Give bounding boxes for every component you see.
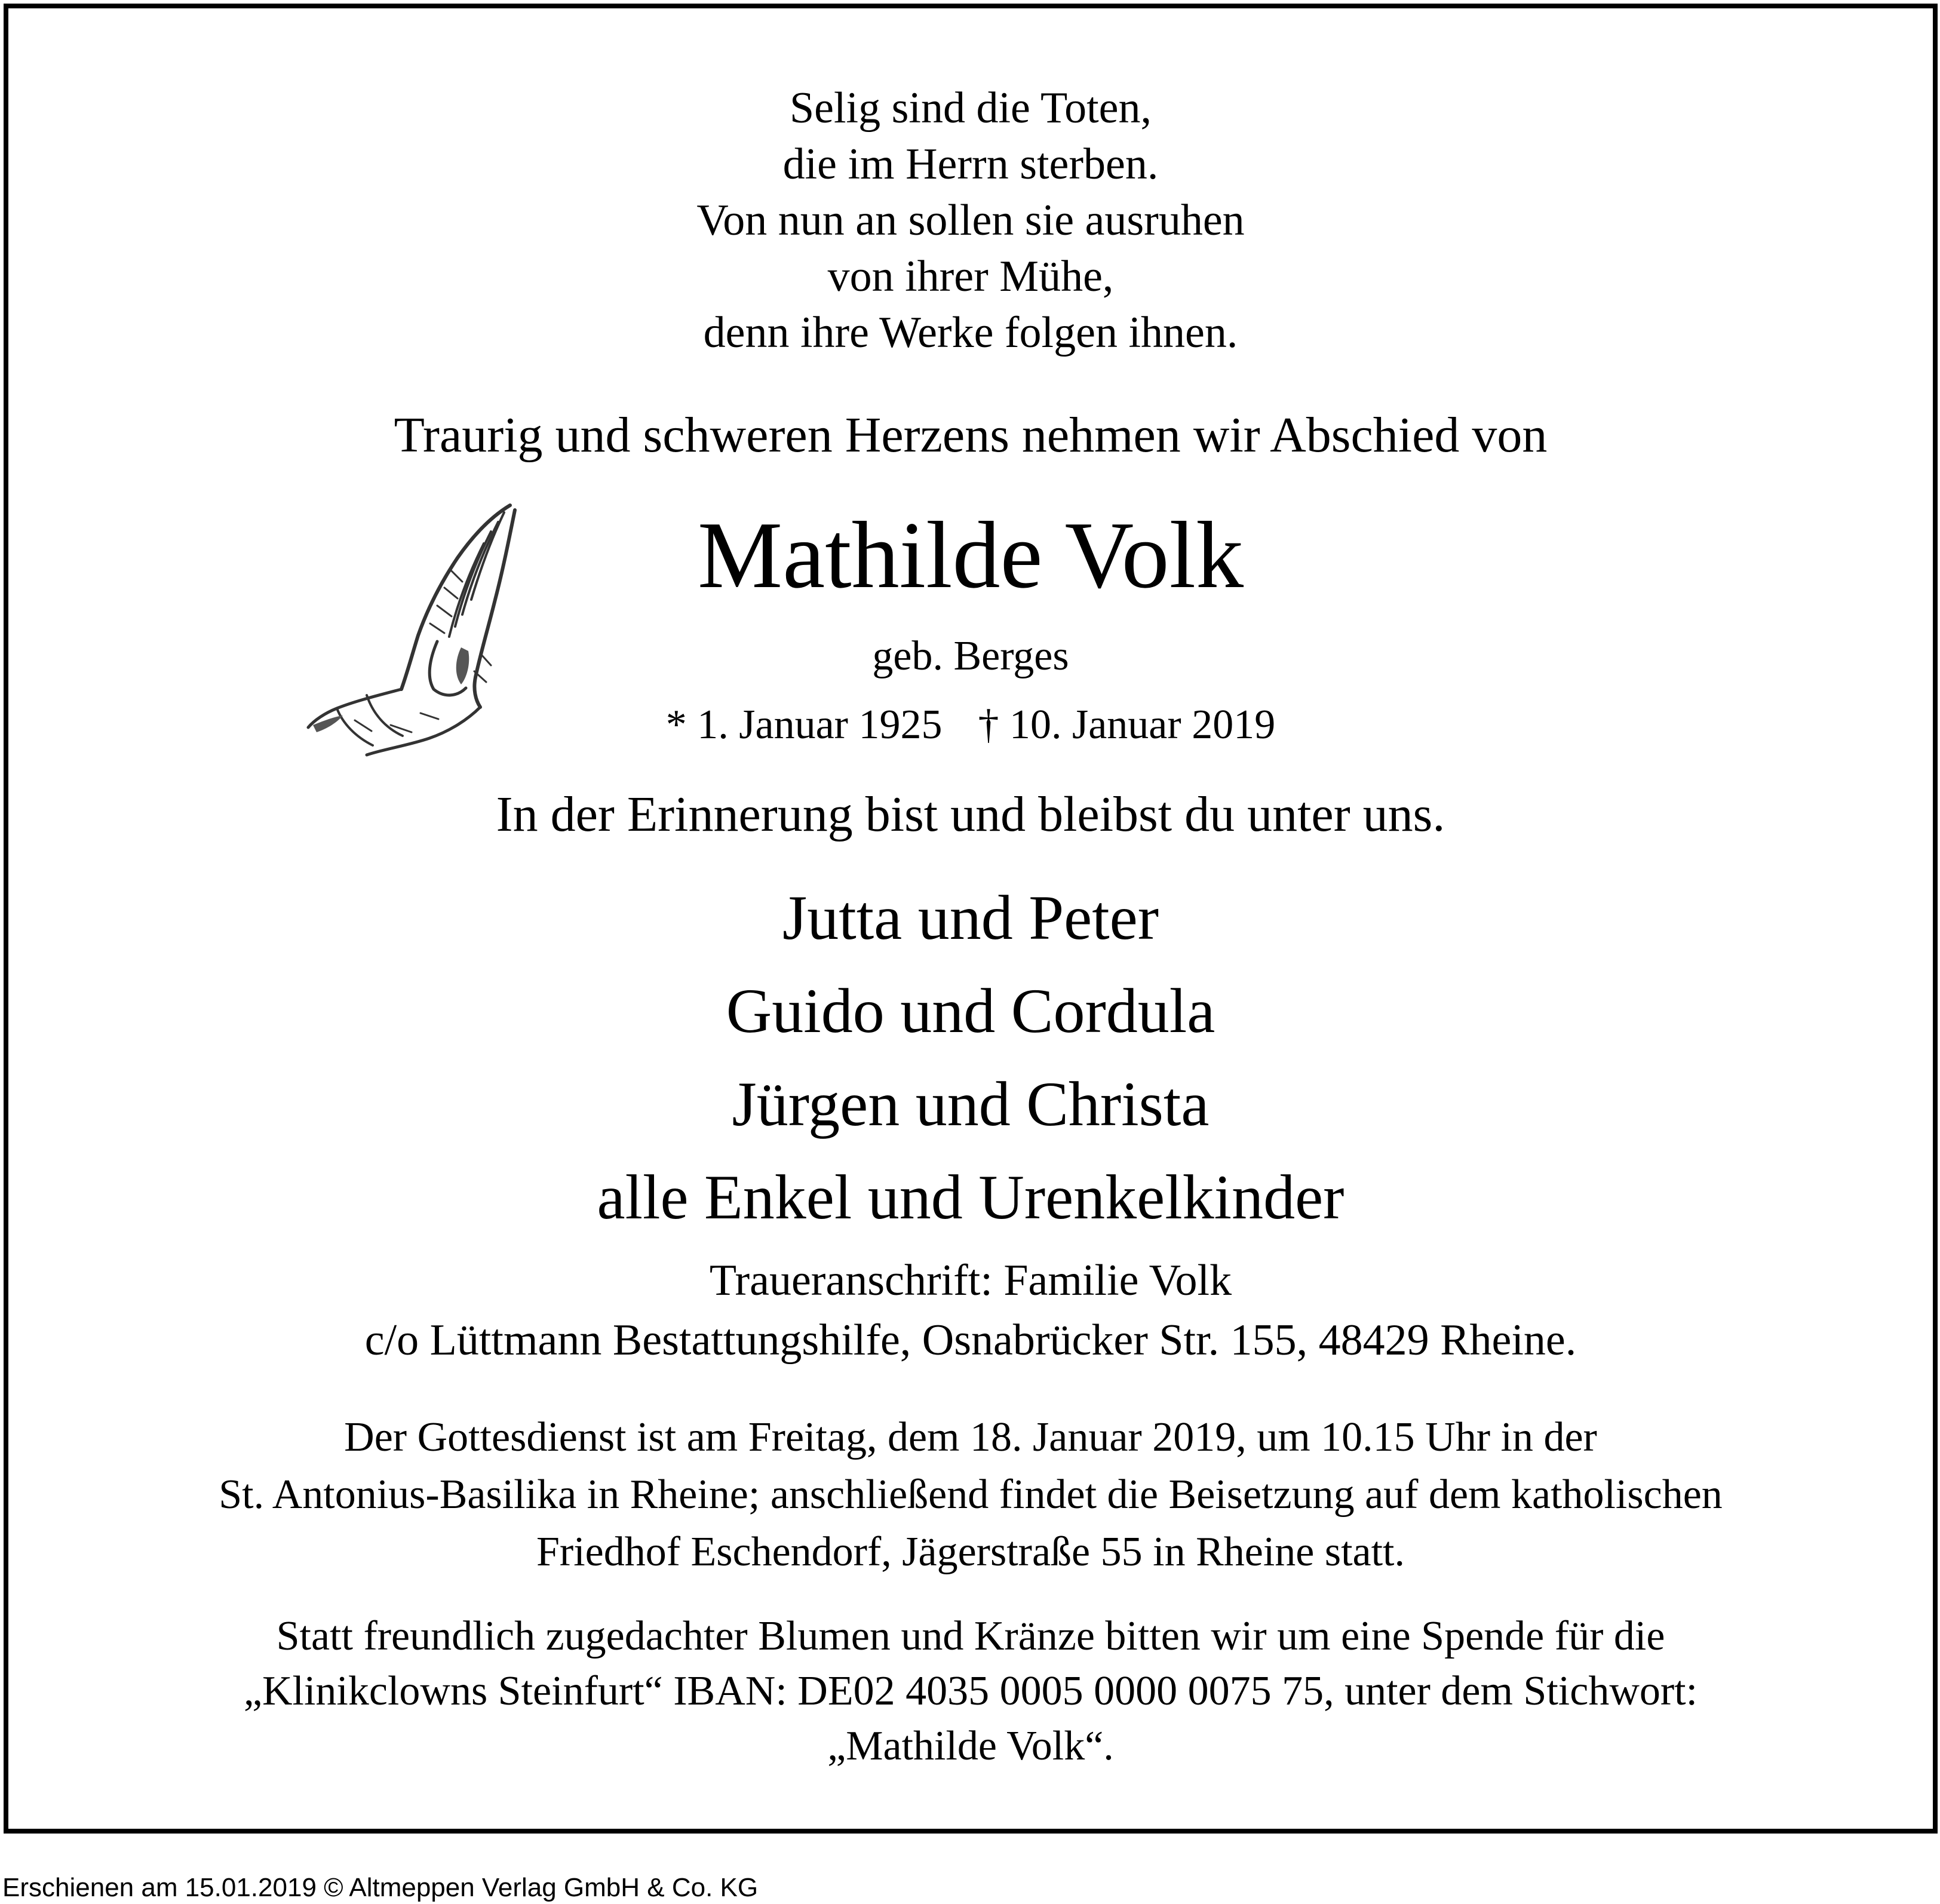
verse-line: von ihrer Mühe, [827, 252, 1114, 301]
verse-line: denn ihre Werke folgen ihnen. [703, 308, 1238, 357]
mourners-list [8, 871, 1933, 1244]
mourner: Guido und Cordula [726, 976, 1215, 1046]
deceased-name [8, 498, 1933, 612]
mourner: Jutta und Peter [782, 883, 1159, 953]
mourner: Jürgen und Christa [732, 1069, 1210, 1139]
obituary-frame [4, 4, 1938, 1834]
mourning-address [8, 1251, 1933, 1370]
death-date: † 10. Januar 2019 [978, 702, 1276, 748]
donation-line: Statt freundlich zugedachter Blumen und Kränze bitten wir um eine Spende für die [276, 1613, 1665, 1659]
verse-line: Selig sind die Toten, [790, 84, 1152, 133]
farewell-intro-text: Traurig und schweren Herzens nehmen wir Abschied von [394, 407, 1548, 463]
verse-line: Von nun an sollen sie ausruhen [696, 196, 1245, 245]
life-dates-line [8, 698, 1933, 752]
service-line: Friedhof Eschendorf, Jägerstraße 55 in Rheine statt. [536, 1529, 1405, 1575]
verse-line: die im Herrn sterben. [782, 140, 1159, 189]
donation-line: „Mathilde Volk“. [827, 1723, 1114, 1769]
maiden-name-text: geb. Berges [872, 633, 1069, 679]
maiden-name [8, 629, 1933, 683]
life-dates [8, 698, 1933, 752]
service-line: Der Gottesdienst ist am Freitag, dem 18. Januar 2019, um 10.15 Uhr in der [344, 1414, 1597, 1460]
memory-line [8, 782, 1933, 847]
bible-verse [8, 80, 1933, 361]
address-line: Traueranschrift: Familie Volk [709, 1256, 1232, 1305]
mourner: alle Enkel und Urenkelkinder [597, 1162, 1345, 1232]
farewell-intro [8, 403, 1933, 468]
service-line: St. Antonius-Basilika in Rheine; anschließend findet die Beisetzung auf dem katholischen [219, 1472, 1723, 1518]
memory-line-text: In der Erinnerung bist und bleibst du unter uns. [496, 787, 1445, 842]
deceased-name-text: Mathilde Volk [697, 502, 1244, 608]
donation-line: „Klinikclowns Steinfurt“ IBAN: DE02 4035 0005 0000 0075 75, unter dem Stichwort: [243, 1668, 1698, 1714]
address-line: c/o Lüttmann Bestattungshilfe, Osnabrücker Str. 155, 48429 Rheine. [364, 1316, 1577, 1365]
publication-footer: Erschienen am 15.01.2019 © Altmeppen Verlag GmbH & Co. KG [2, 1873, 759, 1902]
donation-request [8, 1609, 1933, 1774]
birth-date: * 1. Januar 1925 [665, 702, 943, 748]
service-info [8, 1409, 1933, 1581]
